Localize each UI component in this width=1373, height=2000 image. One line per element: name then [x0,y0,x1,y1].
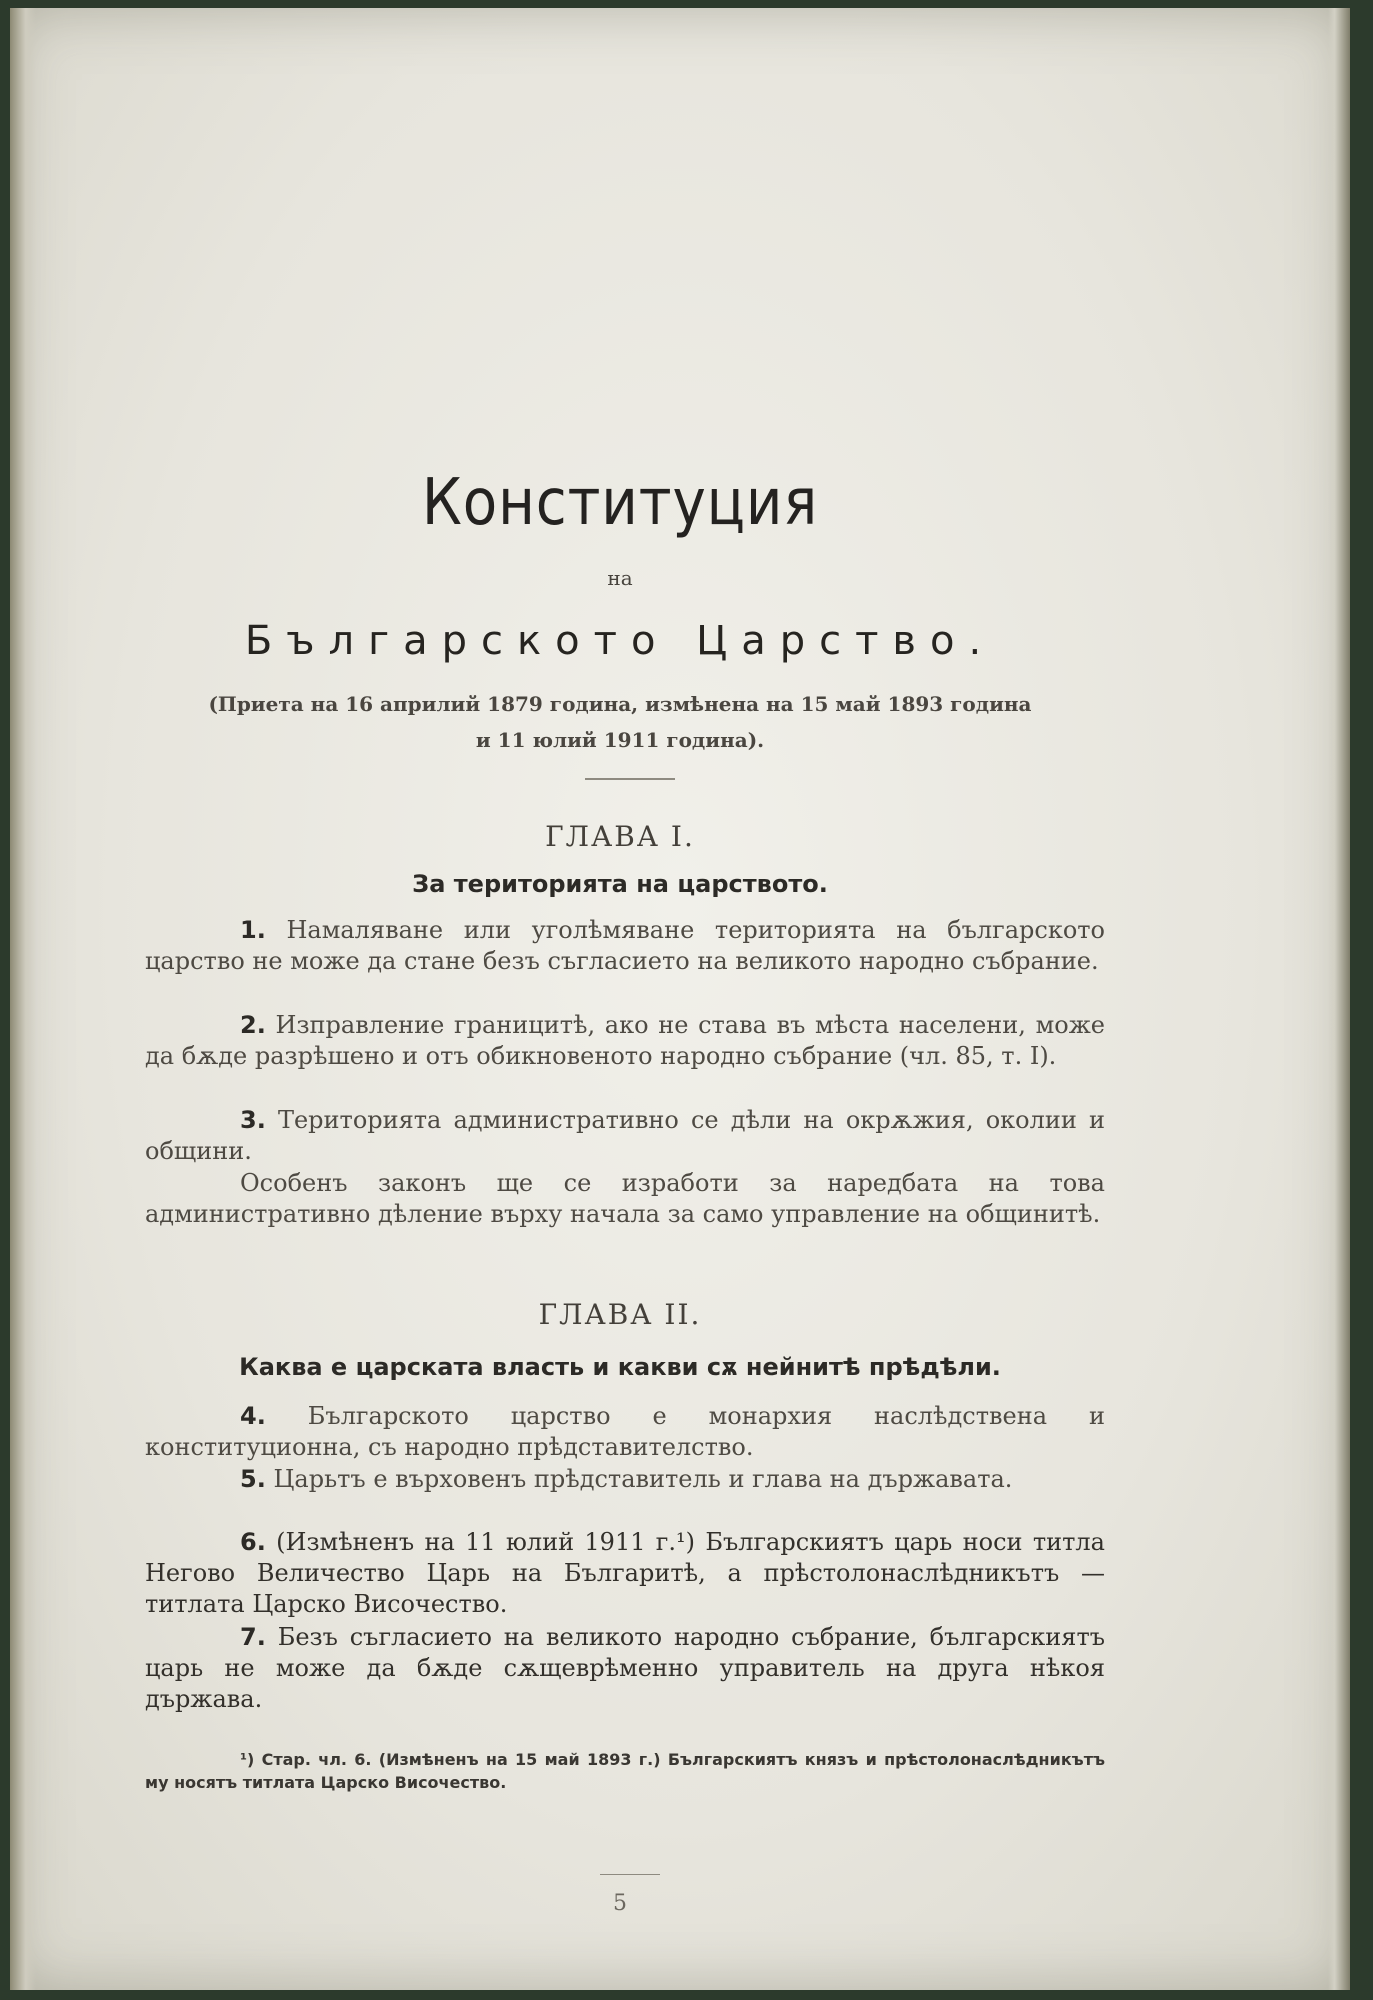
footnote [145,1748,1105,1794]
adoption-note [130,686,1110,758]
article-4 [145,1401,1105,1463]
article-amendment-note: (Измѣненъ на 11 юлий 1911 г.¹) [276,1528,695,1556]
chapter-1-subtitle: За територията на царството. [412,870,828,898]
article-text: Безъ съгласието на великото народно събрание, българскиятъ царь не може да бѫде сѫщеврѣменно управитель на друга нѣкоя държава. [145,1623,1105,1713]
article-text: Българското царство е монархия наслѣдствена и конституционна, съ народно прѣдставителство. [145,1402,1105,1461]
page-edge-right [1328,8,1350,1990]
document-title: Конституция [421,466,819,540]
article-1 [145,915,1105,977]
article-5 [145,1464,1105,1495]
article-number: 3. [240,1106,266,1134]
book-page [10,8,1350,1990]
adoption-note-line1: (Приета на 16 априлий 1879 година, измѣнена на 15 май 1893 година [208,692,1032,716]
document-subtitle: Българското Царство. [244,618,996,664]
article-3 [145,1105,1105,1167]
article-text: Територията административно се дѣли на окрѫжия, околии и общини. [145,1106,1105,1165]
article-text: Изправление границитѣ, ако не става въ мѣста населени, може да бѫде разрѣшено и отъ обикновеното народно събрание (чл. 85, т. I). [145,1011,1105,1070]
article-number: 5. [240,1465,266,1493]
article-number: 7. [240,1623,266,1651]
title-connector: на [607,566,633,590]
paragraph-text: Особенъ законъ ще се изработи за наредбата на това административно дѣление върху начала за само управление на общинитѣ. [145,1169,1105,1228]
article-number: 6. [240,1528,266,1556]
chapter-2-heading: ГЛАВА II. [538,1298,702,1331]
footnote-text: ¹) Стар. чл. 6. (Измѣненъ на 15 май 1893 г.) Българскиятъ князъ и прѣстолонаслѣдникътъ му носятъ титлата Царско Височество. [145,1750,1105,1792]
article-6 [145,1527,1105,1620]
adoption-note-line2: и 11 юлий 1911 година). [475,728,765,752]
article-2 [145,1010,1105,1072]
article-number: 2. [240,1011,266,1039]
chapter-2-subtitle: Каква е царската власть и какви сѫ нейнитѣ прѣдѣли. [239,1353,1001,1381]
article-number: 4. [240,1402,266,1430]
article-number: 1. [240,916,266,944]
separator-rule [585,778,675,780]
article-7 [145,1622,1105,1715]
page-number-rule [600,1874,660,1875]
page-number: 5 [613,1891,627,1916]
page-edge-left [10,8,36,1990]
article-text: Намаляване или уголѣмяване територията на българското царство не може да стане безъ съгласието на великото народно събрание. [145,916,1105,975]
article-text: Българскиятъ царь носи титла Негово Величество Царь на Българитѣ, а прѣстолонаслѣдникътъ — титлата Царско Височество. [145,1528,1105,1618]
chapter-1-heading: ГЛАВА I. [545,820,695,853]
article-text: Царьтъ е върховенъ прѣдставитель и глава на държавата. [273,1465,1013,1493]
chapter-1-paragraph [145,1168,1105,1230]
